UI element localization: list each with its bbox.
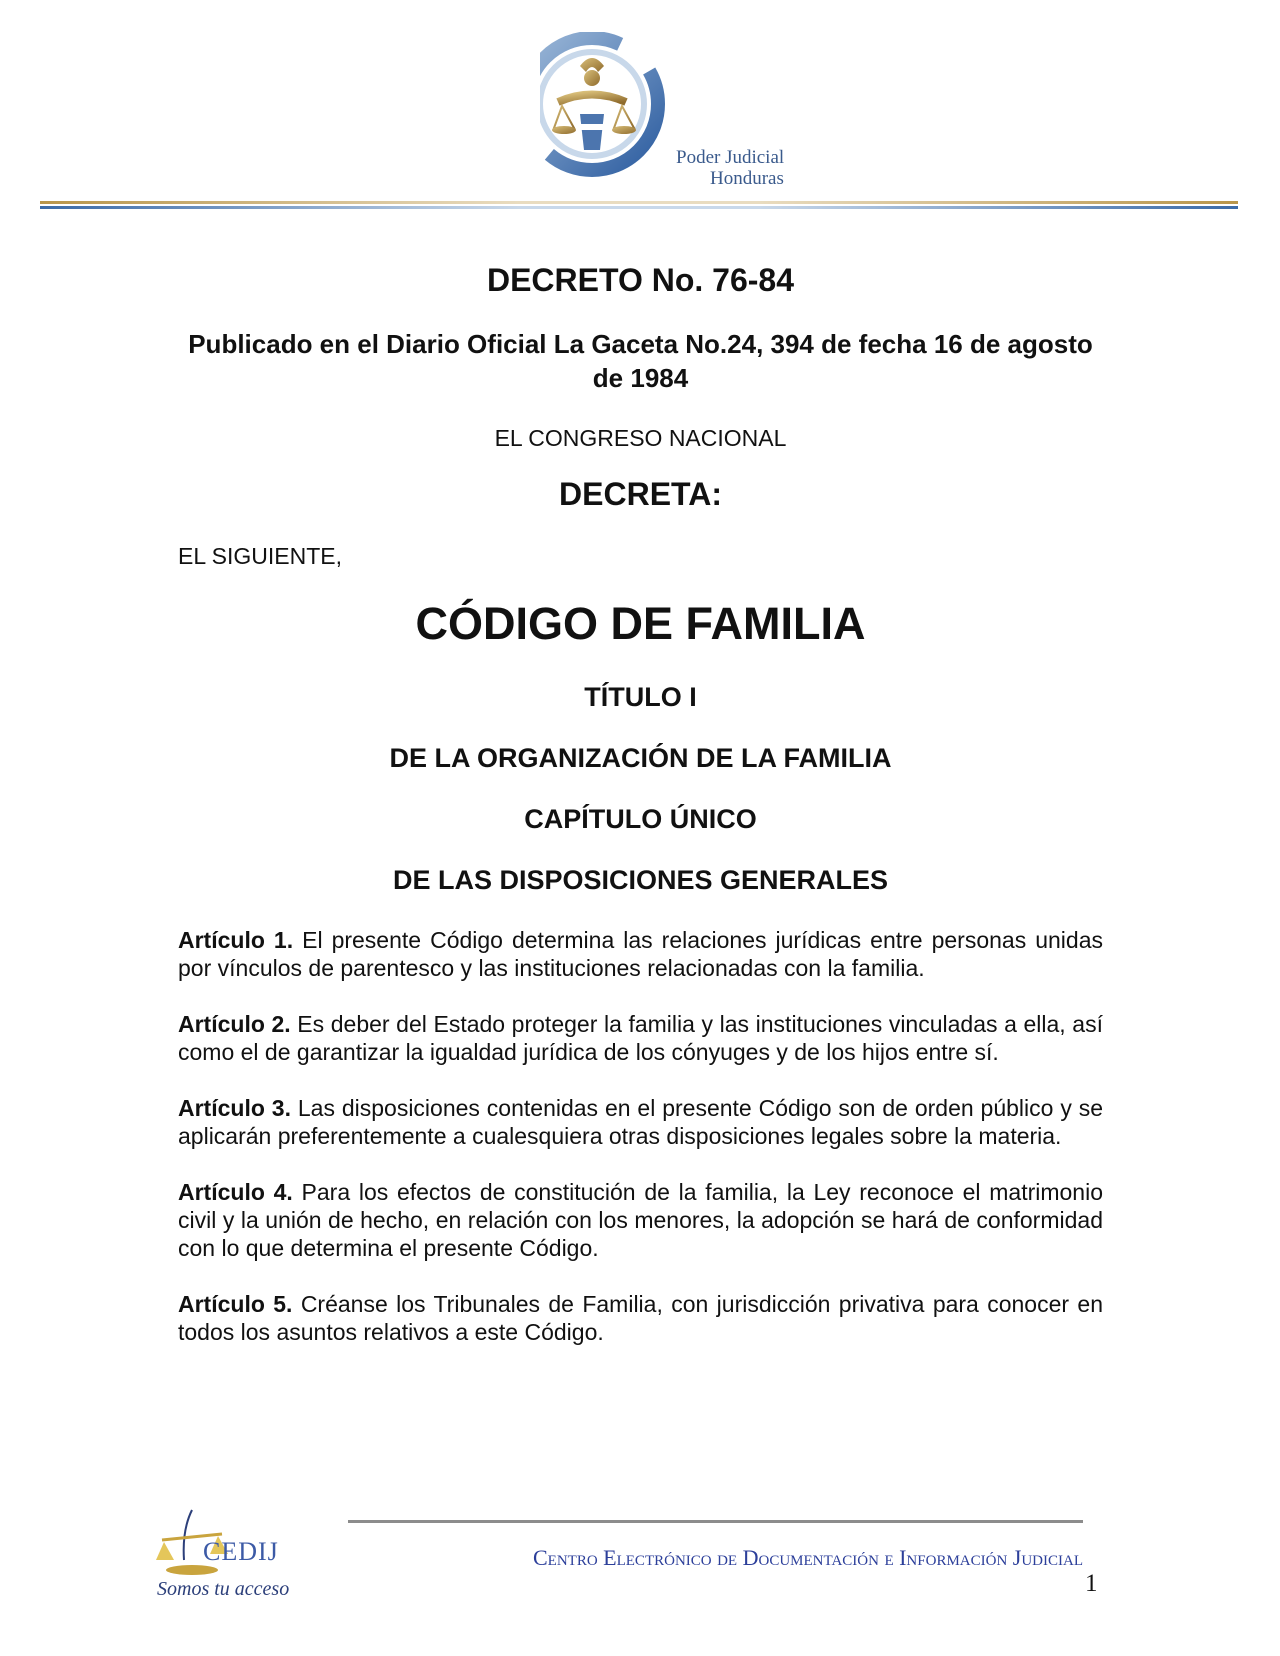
cedij-wordmark: CEDIJ [203, 1537, 279, 1566]
congress-heading: EL CONGRESO NACIONAL [494, 425, 787, 451]
chapter-heading: CAPÍTULO ÚNICO [524, 804, 757, 834]
logo-wordmark [676, 147, 806, 189]
article-lead: Artículo 2. [178, 1011, 291, 1037]
decree-number: DECRETO No. 76-84 [486, 262, 795, 298]
article-3 [178, 1094, 1103, 1150]
code-title: CÓDIGO DE FAMILIA [415, 598, 866, 649]
cedij-slogan: Somos tu acceso [157, 1578, 290, 1600]
article-lead: Artículo 3. [178, 1095, 291, 1121]
poder-judicial-logo [540, 32, 810, 192]
article-4 [178, 1178, 1103, 1262]
siguiente-line: EL SIGUIENTE, [178, 543, 343, 569]
logo-line-1: Poder Judicial [676, 147, 785, 168]
article-text: El presente Código determina las relaciones jurídicas entre personas unidas por vínculos de parentesco y las instituciones relacionadas con la familia. [178, 927, 1104, 981]
header-rule [40, 200, 1238, 212]
article-text: Las disposiciones contenidas en el presente Código son de orden público y se aplicarán preferentemente a cualesquiera otras disposiciones legales sobre la materia. [178, 1095, 1103, 1149]
page-number: 1 [1085, 1570, 1098, 1597]
title-subheading: DE LA ORGANIZACIÓN DE LA FAMILIA [389, 743, 892, 773]
footer-center-name: Centro Electrónico de Documentación e Información Judicial [533, 1545, 1083, 1570]
article-lead: Artículo 1. [178, 927, 294, 953]
decreta-heading: DECRETA: [559, 476, 722, 512]
title-heading: TÍTULO I [584, 682, 697, 712]
article-text: Es deber del Estado proteger la familia y las instituciones vinculadas a ella, así como el de garantizar la igualdad jurídica de los cónyuges y de los hijos entre sí. [178, 1011, 1103, 1065]
article-1 [178, 926, 1103, 982]
article-5 [178, 1290, 1103, 1346]
article-lead: Artículo 5. [178, 1291, 293, 1317]
article-text: Créanse los Tribunales de Familia, con jurisdicción privativa para conocer en todos los asuntos relativos a este Código. [178, 1291, 1103, 1345]
footer-rule [348, 1520, 1083, 1523]
article-text: Para los efectos de constitución de la familia, la Ley reconoce el matrimonio civil y la unión de hecho, en relación con los menores, la adopción se hará de conformidad con lo que determina el presente Código. [178, 1179, 1103, 1261]
article-2 [178, 1010, 1103, 1066]
article-lead: Artículo 4. [178, 1179, 293, 1205]
document-body [178, 250, 1103, 1346]
publication-note: Publicado en el Diario Oficial La Gaceta No.24, 394 de fecha 16 de agosto de 1984 [188, 329, 1093, 393]
chapter-subheading: DE LAS DISPOSICIONES GENERALES [392, 865, 889, 895]
logo-line-2: Honduras [710, 168, 784, 189]
